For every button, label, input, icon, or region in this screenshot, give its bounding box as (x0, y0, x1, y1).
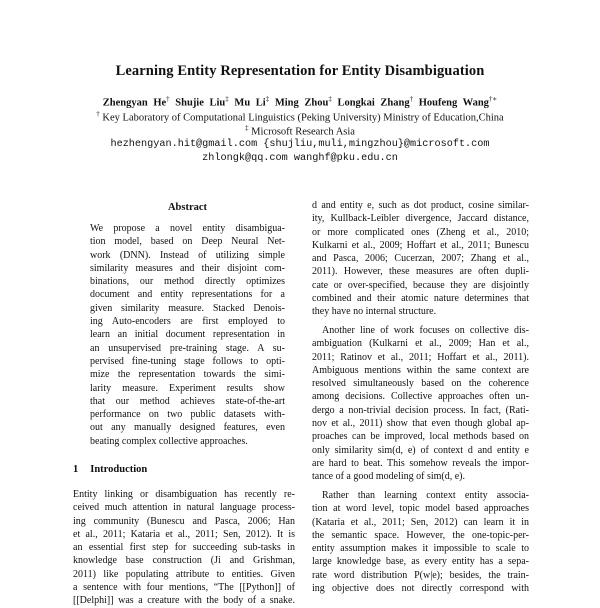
text-line: ceived much attention in natural language process- (73, 502, 295, 514)
email-line-2: zhlongk@qq.com wanghf@pku.edu.cn (202, 153, 398, 164)
text-line: 2011). However, these measures are often dupli- (312, 266, 529, 278)
text-line: mize the representation towards the simi- (90, 369, 285, 381)
text-line: cate or over-specified, because they are disjointly (312, 279, 529, 291)
author-name: Mu Li (234, 97, 266, 109)
text-line: an essential first step for succeeding sub-tasks in (73, 542, 295, 554)
text-line: they have no internal structure. (312, 306, 437, 318)
email-line-1: hezhengyan.hit@gmail.com {shujliu,muli,mingzhou}@microsoft.com (110, 139, 490, 150)
text-line: rate word distribution P(w|e); besides, the train- (312, 569, 529, 581)
text-line: a sentence with four mentions, “The [[Python]] of (73, 582, 295, 594)
author-name: Shujie Liu (175, 97, 226, 109)
author-affiliation-mark: † (166, 95, 170, 103)
text-line: nov et al., 2011) show that even though global ap- (312, 418, 529, 430)
affiliation-line-1 (0, 110, 600, 124)
text-line: entity assumption makes it impossible to scale to (312, 543, 529, 555)
text-line: ing community (Bunescu and Pasca, 2006; Han (73, 515, 295, 527)
text-line: tance of a good modeling of sim(d, e). (312, 471, 466, 483)
text-line: similarity measures and their disjoint com- (90, 262, 285, 274)
text-line: ing Auto-encoders are first employed to (90, 316, 285, 328)
text-line: Entity linking or disambiguation has recently re- (73, 489, 295, 500)
author-affiliation-mark: † (409, 95, 414, 103)
affiliation-mark-2: ‡ (245, 124, 249, 132)
affiliation-line-2 (0, 124, 600, 138)
text-line: (Kataria et al., 2011; Sen, 2012) can learn it in (312, 516, 529, 528)
author-name: Ming Zhou (274, 97, 329, 109)
affiliation-text-1: Key Laboratory of Computational Linguistics (Peking University) Ministry of Education,China (99, 112, 504, 124)
text-line: 2011; Ratinov et al., 2011; Hoffart et al., 2011). (312, 351, 529, 363)
abstract-heading: Abstract (167, 202, 208, 213)
text-line: given similarity measure. Stacked Denois- (90, 302, 285, 314)
paper-title: Learning Entity Representation for Entity Disambiguation (115, 63, 485, 79)
right-paragraph-2 (312, 324, 529, 484)
text-line: binations, our method directly optimizes (90, 276, 285, 288)
text-line: among decisions. Collective approaches often un- (312, 391, 529, 403)
text-line: the semantic space. However, the one-topic-per- (312, 529, 529, 541)
text-line: performance on two public datasets with- (90, 409, 285, 421)
right-paragraph-3 (312, 489, 529, 595)
text-line: proaches can be improved, local methods based on (312, 431, 529, 443)
text-line: Another line of work focuses on collective dis- (322, 325, 529, 336)
intro-body (73, 488, 295, 608)
text-line: document and entity representations for a (90, 289, 285, 301)
text-line: Rather than learning context entity associa- (322, 490, 529, 501)
affiliation-mark-1: † (96, 110, 100, 118)
section-title: Introduction (90, 464, 148, 475)
author-affiliation-mark: †∗ (488, 95, 498, 103)
text-line: that our method achieves state-of-the-art (90, 395, 285, 407)
text-line: et al., 2011; Kataria et al., 2011; Sen, 2012). It is (73, 528, 295, 540)
text-line: combined and their atomic nature determines that (312, 293, 529, 305)
text-line: resolved simultaneously based on the coherence (312, 378, 529, 390)
author-list (0, 95, 600, 109)
right-paragraph-1 (312, 199, 529, 319)
text-line: out any manually designed features, even (90, 422, 285, 434)
author-name: Houfeng Wang (418, 97, 489, 109)
author-affiliation-mark: ‡ (265, 95, 270, 103)
text-line: tion at word level, topic model based approaches (312, 503, 529, 515)
affiliation-text-2: Microsoft Research Asia (248, 126, 355, 138)
text-line: pervised fine-tuning stage follows to opti- (90, 355, 285, 367)
text-line: We propose a novel entity disambigua- (90, 223, 285, 234)
text-line: ity, Kullback-Leibler divergence, Jaccard distance, (312, 213, 529, 225)
author-affiliation-mark: ‡ (225, 95, 229, 103)
abstract-body (90, 222, 285, 448)
text-line: dergo a non-trivial decision process. In fact, (Rati- (312, 404, 529, 416)
text-line: beating complex collective approaches. (90, 435, 248, 447)
text-line: 2011) like populating attribute to entities. Given (73, 568, 295, 580)
text-line: or more complicated ones (Zheng et al., 2010; (312, 226, 529, 238)
text-line: an unsupervised pre-training stage. A su- (90, 342, 285, 354)
text-line: Ambiguous mentions within the same context are (312, 364, 529, 376)
text-line: Kulkarni et al., 2009; Hoffart et al., 2011; Bunescu (312, 239, 529, 251)
intro-heading (73, 464, 147, 475)
text-line: work (DNN). Instead of utilizing simple (90, 249, 285, 261)
text-line: ambiguation (Kulkarni et al., 2009; Han et al., (312, 338, 529, 350)
text-line: are hard to beat. This somehow reveals the impor- (312, 457, 529, 469)
text-line: knowledge base construction (Ji and Grishman, (73, 555, 295, 567)
author-name: Longkai Zhang (337, 97, 410, 109)
text-line: [[Delphi]] was a creature with the body of a snake. (73, 595, 295, 607)
text-line: large knowledge base, as every entity has a sepa- (312, 556, 529, 568)
author-affiliation-mark: ‡ (328, 95, 332, 103)
text-line: learn an initial document representation in (90, 329, 285, 341)
section-number: 1 (73, 464, 79, 475)
author-name: Zhengyan He (102, 97, 167, 109)
text-line: d and entity e, such as dot product, cosine similar- (312, 200, 529, 211)
text-line: tion model, based on Deep Neural Net- (90, 236, 285, 248)
text-line: and Pasca, 2006; Cucerzan, 2007; Zhang et al., (312, 253, 529, 265)
text-line: larity measure. Experiment results show (90, 382, 285, 394)
text-line: only similarity sim(d, e) of context d and entity e (312, 444, 529, 456)
text-line: ing objective does not directly correspond with (312, 583, 529, 595)
